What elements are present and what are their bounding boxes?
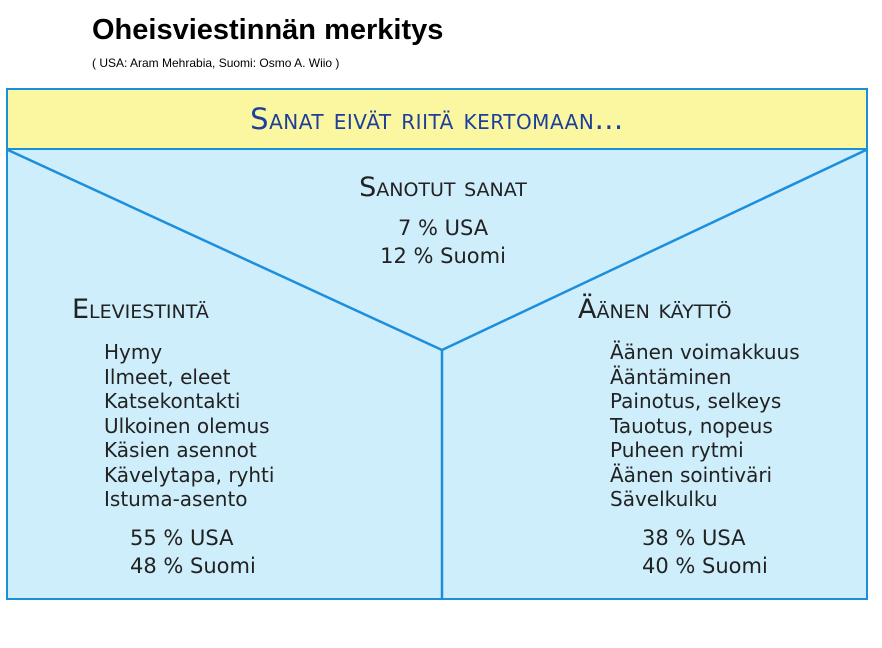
list-item: Ääntäminen [610,364,732,389]
list-item: Puheen rytmi [610,438,744,462]
right-stat-usa: 38 % USA [642,526,746,550]
page-title: Oheisviestinnän merkitys [92,14,444,46]
left-item-list [104,340,274,512]
list-item: Tauotus, nopeus [610,413,773,438]
list-item: Ilmeet, eleet [104,364,231,389]
diagram-frame [6,88,868,600]
list-item: Hymy [104,340,163,364]
list-item: Istuma-asento [104,487,248,511]
list-item: Katsekontakti [104,389,241,413]
left-stat-usa: 55 % USA [130,526,234,550]
list-item: Äänen sointiväri [610,462,773,487]
list-item: Sävelkulku [610,487,718,511]
list-item: Kävelytapa, ryhti [104,462,275,487]
left-heading: Eleviestintä [72,294,209,325]
center-stats [298,214,588,270]
right-item-list [610,340,800,512]
list-item: Painotus, selkeys [610,389,782,413]
left-stat-suomi: 48 % Suomi [130,554,256,578]
center-stat-usa: 7 % USA [397,216,489,240]
center-heading: Sanotut sanat [359,172,527,203]
list-item: Ulkoinen olemus [104,413,270,438]
center-stat-suomi: 12 % Suomi [380,244,506,268]
list-item: Äänen voimakkuus [610,340,800,364]
right-stats [642,524,768,580]
right-heading: Äänen käyttö [578,294,732,325]
banner-text: Sanat eivät riitä kertomaan… [250,102,624,136]
right-stat-suomi: 40 % Suomi [642,554,768,578]
left-stats [130,524,256,580]
page-subtitle: ( USA: Aram Mehrabia, Suomi: Osmo A. Wiio ) [92,56,340,70]
list-item: Käsien asennot [104,438,257,462]
